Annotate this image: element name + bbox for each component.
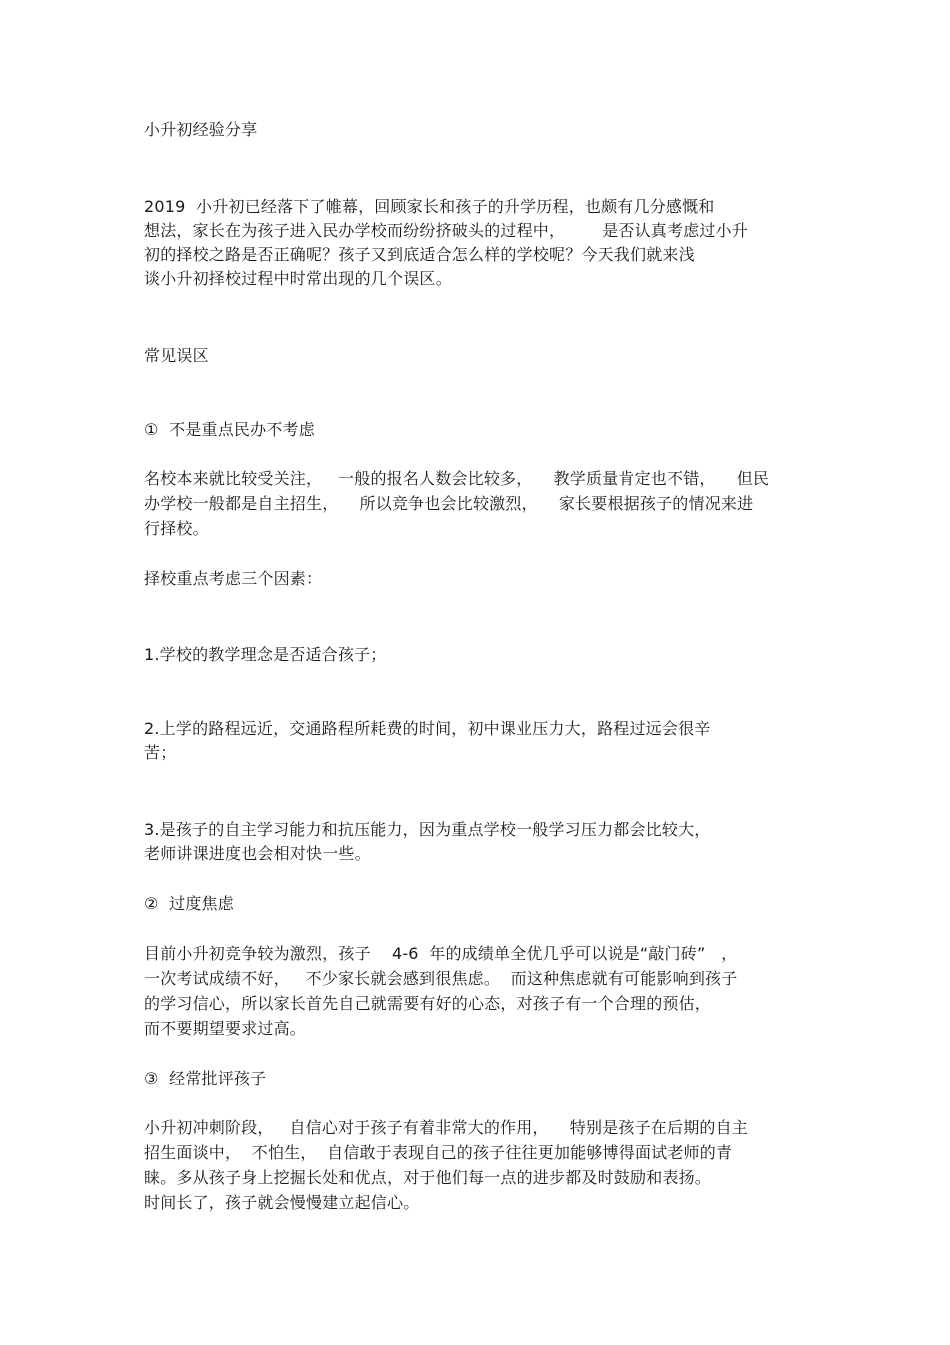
factor1-line-1: 1.学校的教学理念是否适合孩子；: [144, 645, 387, 664]
item2-body-line-1: 目前小升初竞争较为激烈，孩子 4-6 年的成绩单全优几乎可以说是“敲门砖” ，: [144, 944, 738, 963]
section-heading: 常见误区: [144, 346, 209, 365]
factor2-line-2: 苦；: [144, 743, 177, 762]
factors-heading: 择校重点考虑三个因素：: [144, 569, 323, 588]
item1-body-line-1: 名校本来就比较受关注， 一般的报名人数会比较多， 教学质量肯定也不错， 但民: [144, 469, 770, 488]
factor3-line-1: 3.是孩子的自主学习能力和抗压能力，因为重点学校一般学习压力都会比较大，: [144, 820, 711, 839]
item2-body-line-4: 而不要期望要求过高。: [144, 1019, 307, 1038]
item1-body-line-3: 行择校。: [144, 519, 209, 538]
item3-body-line-1: 小升初冲刺阶段， 自信心对于孩子有着非常大的作用， 特别是孩子在后期的自主: [144, 1118, 749, 1137]
factor3-line-2: 老师讲课进度也会相对快一些。: [144, 844, 371, 863]
intro-line-4: 谈小升初择校过程中时常出现的几个误区。: [144, 269, 452, 288]
document-title: 小升初经验分享: [144, 120, 258, 139]
item3-body-line-4: 时间长了，孩子就会慢慢建立起信心。: [144, 1193, 420, 1212]
item3-body-line-3: 睐。多从孩子身上挖掘长处和优点，对于他们每一点的进步都及时鼓励和表扬。: [144, 1168, 712, 1187]
item3-heading: ③ 经常批评孩子: [144, 1069, 267, 1088]
item1-heading: ① 不是重点民办不考虑: [144, 420, 315, 439]
item2-body-line-2: 一次考试成绩不好， 不少家长就会感到很焦虑。 而这种焦虑就有可能影响到孩子: [144, 969, 738, 988]
item2-body-line-3: 的学习信心，所以家长首先自己就需要有好的心态，对孩子有一个合理的预估，: [144, 994, 712, 1013]
intro-line-1: 2019 小升初已经落下了帷幕，回顾家长和孩子的升学历程，也颇有几分感慨和: [144, 197, 715, 216]
intro-line-2: 想法，家长在为孩子进入民办学校而纷纷挤破头的过程中， 是否认真考虑过小升: [144, 221, 749, 240]
item2-heading: ② 过度焦虑: [144, 894, 234, 913]
item1-body-line-2: 办学校一般都是自主招生， 所以竞争也会比较激烈， 家长要根据孩子的情况来进: [144, 494, 754, 513]
item3-body-line-2: 招生面谈中， 不怕生， 自信敢于表现自己的孩子往往更加能够博得面试老师的青: [144, 1143, 733, 1162]
intro-line-3: 初的择校之路是否正确呢？孩子又到底适合怎么样的学校呢？今天我们就来浅: [144, 245, 695, 264]
factor2-line-1: 2.上学的路程远近，交通路程所耗费的时间，初中课业压力大，路程过远会很辛: [144, 719, 711, 738]
